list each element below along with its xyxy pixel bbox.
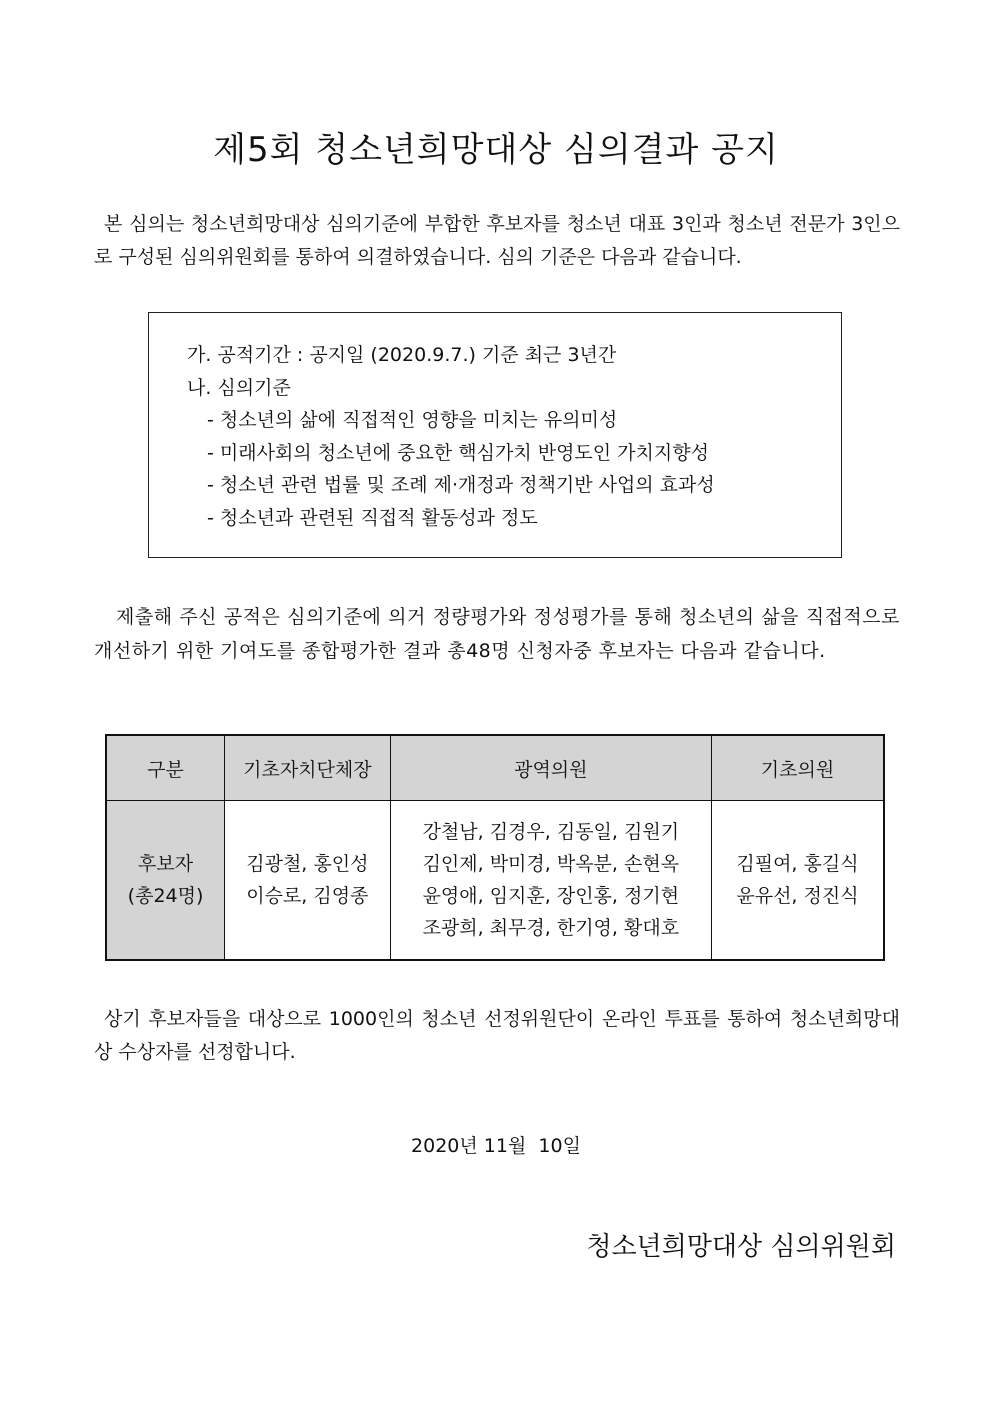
- evaluation-paragraph: 제출해 주신 공적은 심의기준에 의거 정량평가와 정성평가를 통해 청소년의 삶을 직접적으로 개선하기 위한 기여도를 종합평가한 결과 총48명 신청자중 후보자는 다음과 같습니다.: [94, 606, 900, 662]
- metropolitan-council-cell: [390, 801, 711, 961]
- header-category: 구분: [106, 735, 225, 801]
- local-council-cell: [711, 801, 884, 961]
- criteria-item: - 청소년과 관련된 직접적 활동성과 정도: [207, 506, 538, 529]
- criteria-item: - 청소년의 삶에 직접적인 영향을 미치는 유의미성: [207, 409, 618, 431]
- table-row: [106, 801, 884, 961]
- criteria-box: [148, 312, 842, 558]
- criteria-heading: 나. 심의기준: [187, 376, 291, 399]
- closing-paragraph: 상기 후보자들을 대상으로 1000인의 청소년 선정위원단이 온라인 투표를 통하여 청소년희망대상 수상자를 선정합니다.: [94, 1008, 900, 1063]
- candidate-line: 조광희, 최무경, 한기영, 황대호: [422, 917, 680, 939]
- criteria-item: - 청소년 관련 법률 및 조례 제·개정과 정책기반 사업의 효과성: [207, 474, 715, 496]
- header-local-council: 기초의원: [711, 735, 884, 801]
- candidate-line: 윤영애, 임지훈, 장인홍, 정기현: [422, 885, 680, 907]
- header-local-heads: 기초자치단체장: [225, 735, 391, 801]
- candidate-line: 강철남, 김경우, 김동일, 김원기: [422, 821, 680, 843]
- candidate-line: 김인제, 박미경, 박옥분, 손현옥: [422, 853, 680, 875]
- criteria-period: 가. 공적기간 : 공지일 (2020.9.7.) 기준 최근 3년간: [187, 344, 617, 366]
- table-header-row: [106, 735, 884, 801]
- candidate-line: 윤유선, 정진식: [736, 885, 859, 907]
- candidate-line: 이승로, 김영종: [246, 885, 369, 907]
- committee-signature: 청소년희망대상 심의위원회: [586, 1232, 896, 1262]
- criteria-item: - 미래사회의 청소년에 중요한 핵심가치 반영도인 가치지향성: [207, 441, 709, 464]
- row-label-cell: [106, 801, 225, 961]
- header-metropolitan-council: 광역의원: [390, 735, 711, 801]
- candidate-line: 김필여, 홍길식: [736, 853, 859, 875]
- local-heads-cell: [225, 801, 391, 961]
- intro-paragraph: 본 심의는 청소년희망대상 심의기준에 부합한 후보자를 청소년 대표 3인과 청소년 전문가 3인으로 구성된 심의위원회를 통하여 의결하였습니다. 심의 기준은 다음과 같습니다.: [94, 213, 900, 268]
- row-label: 후보자: [138, 853, 194, 875]
- row-count: (총24명): [127, 885, 204, 907]
- page-title: 제5회 청소년희망대상 심의결과 공지: [213, 130, 779, 170]
- candidate-line: 김광철, 홍인성: [246, 853, 369, 875]
- candidates-table: [105, 734, 885, 961]
- notice-date: 2020년 11월 10일: [411, 1135, 581, 1157]
